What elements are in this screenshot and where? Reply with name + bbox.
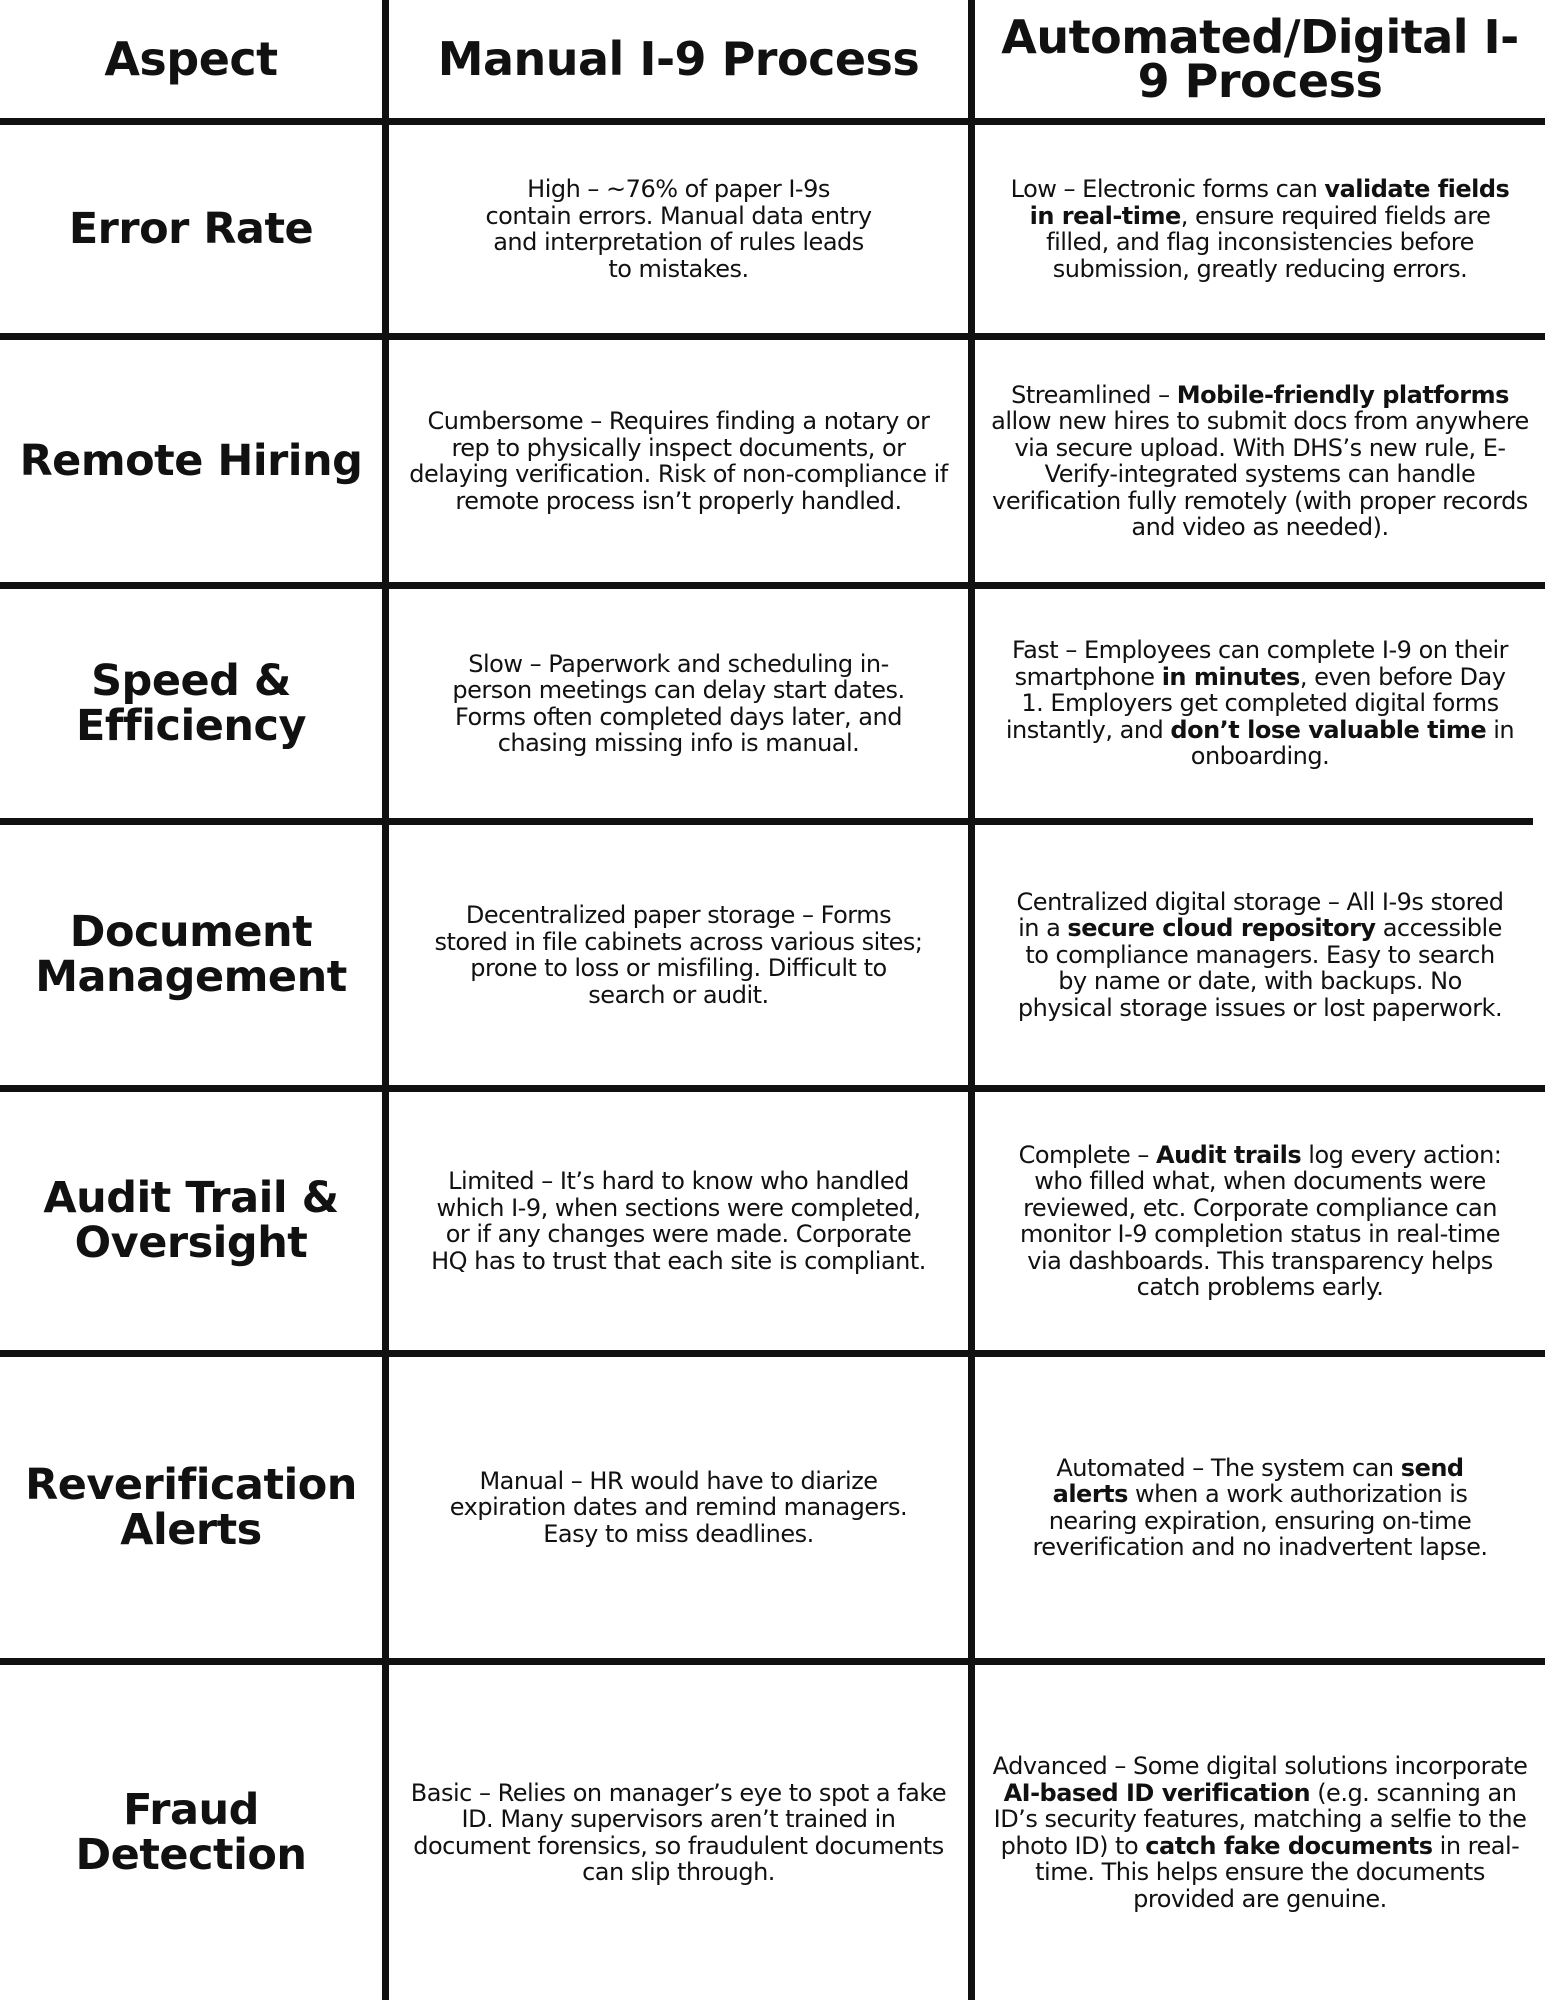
- aspect-label: Reverification Alerts: [25, 1459, 357, 1555]
- cell-text: [1005, 176, 1515, 282]
- text-run: (e.g. scanning an ID’s security features, matching a selfie to the photo ID) to: [993, 1778, 1527, 1860]
- bold-text: validate fields in real-time: [1029, 175, 1510, 230]
- row-divider: [0, 118, 1545, 125]
- aspect-label: Document Management: [35, 907, 347, 1002]
- header-automated-label: Automated/Digital I-9 Process: [1001, 10, 1519, 108]
- header-aspect: [0, 0, 382, 118]
- text-run: Slow – Paperwork and scheduling in-person meetings can delay start dates. Forms often completed days later, and chasing missing info is manual.: [452, 649, 905, 757]
- text-run: , ensure required fields are filled, and flag inconsistencies before submission, greatly reducing errors.: [1046, 201, 1491, 283]
- table-row-aspect: [0, 340, 382, 582]
- manual-cell: [389, 825, 968, 1085]
- text-run: Low – Electronic forms can: [1010, 175, 1325, 203]
- text-run: in onboarding.: [1190, 715, 1515, 771]
- bold-text: Mobile-friendly platforms: [1176, 380, 1509, 409]
- manual-cell: [389, 1357, 968, 1658]
- cell-text: [429, 1168, 928, 1274]
- table-row-aspect: [0, 1665, 382, 2000]
- aspect-label: Audit Trail & Oversight: [43, 1173, 339, 1268]
- cell-text: [1000, 1142, 1520, 1301]
- manual-cell: [389, 589, 968, 818]
- cell-text: [449, 1468, 908, 1548]
- cell-text: [409, 1780, 948, 1886]
- row-divider: [0, 1350, 1545, 1357]
- text-run: Cumbersome – Requires finding a notary or rep to physically inspect documents, or delaying verification. Risk of non-compliance if remote process isn’t properly handled.: [409, 407, 948, 515]
- aspect-label: Speed & Efficiency: [75, 655, 307, 751]
- table-row-aspect: [0, 825, 382, 1085]
- manual-cell: [389, 1092, 968, 1350]
- cell-text: [1020, 1455, 1500, 1561]
- column-divider: [382, 0, 389, 2000]
- header-manual: [389, 0, 968, 118]
- header-automated: [975, 0, 1545, 118]
- text-run: Fast – Employees can complete I-9 on their smartphone: [1011, 636, 1509, 691]
- cell-text: [434, 902, 923, 1008]
- bold-text: Audit trails: [1156, 1140, 1302, 1169]
- text-run: , even before Day 1. Employers get completed digital forms instantly, and: [1005, 662, 1506, 744]
- aspect-label: Error Rate: [68, 203, 314, 254]
- manual-cell: [389, 125, 968, 333]
- text-run: Complete –: [1018, 1140, 1157, 1169]
- bold-text: secure cloud repository: [1067, 914, 1376, 943]
- cell-text: [484, 176, 873, 282]
- row-divider: [0, 582, 1545, 589]
- aspect-label: Remote Hiring: [19, 435, 363, 486]
- bold-text: AI-based ID verification: [1003, 1778, 1311, 1807]
- text-run: Manual – HR would have to diarize expiration dates and remind managers. Easy to miss deadlines.: [449, 1466, 908, 1548]
- text-run: allow new hires to submit docs from anywhere via secure upload. With DHS’s new rule, E-Verify-integrated systems can handle verification fully remotely (with proper records and video as needed).: [991, 407, 1529, 541]
- manual-cell: [389, 340, 968, 582]
- text-run: Streamlined –: [1011, 380, 1177, 409]
- bold-text: don’t lose valuable time: [1170, 715, 1487, 744]
- row-divider: [0, 818, 1533, 825]
- cell-text: [985, 382, 1535, 541]
- cell-text: [449, 651, 908, 757]
- row-divider: [0, 333, 1545, 340]
- manual-cell: [389, 1665, 968, 2000]
- header-aspect-label: Aspect: [104, 32, 278, 86]
- aspect-label: Fraud Detection: [75, 1784, 307, 1880]
- text-run: Advanced – Some digital solutions incorporate: [992, 1752, 1528, 1780]
- text-run: in real-time. This helps ensure the documents provided are genuine.: [1035, 1831, 1520, 1913]
- automated-cell: [975, 340, 1545, 582]
- automated-cell: [975, 825, 1545, 1085]
- automated-cell: [975, 1357, 1545, 1658]
- bold-text: send alerts: [1052, 1453, 1464, 1508]
- cell-text: [1005, 637, 1515, 770]
- text-run: Automated – The system can: [1056, 1453, 1401, 1482]
- table-row-aspect: [0, 1357, 382, 1658]
- automated-cell: [975, 1665, 1545, 2000]
- bold-text: in minutes: [1161, 662, 1300, 691]
- header-manual-label: Manual I-9 Process: [437, 32, 920, 86]
- text-run: Limited – It’s hard to know who handled which I-9, when sections were completed, or if any changes were made. Corporate HQ has to trust that each site is compliant.: [431, 1167, 926, 1275]
- automated-cell: [975, 589, 1545, 818]
- row-divider: [0, 1658, 1545, 1665]
- bold-text: catch fake documents: [1145, 1831, 1433, 1860]
- column-divider: [968, 0, 975, 2000]
- automated-cell: [975, 1092, 1545, 1350]
- text-run: Decentralized paper storage – Forms stored in file cabinets across various sites; prone to loss or misfiling. Difficult to search or audit.: [434, 901, 923, 1009]
- text-run: High – ~76% of paper I-9s contain errors. Manual data entry and interpretation of rules leads to mistakes.: [485, 175, 872, 283]
- text-run: Centralized digital storage – All I-9s stored in a: [1016, 887, 1504, 943]
- row-divider: [0, 1085, 1545, 1092]
- text-run: when a work authorization is nearing expiration, ensuring on-time reverification and no inadvertent lapse.: [1032, 1480, 1488, 1561]
- automated-cell: [975, 125, 1545, 333]
- cell-text: [990, 1753, 1530, 1912]
- text-run: log every action: who filled what, when documents were reviewed, etc. Corporate compliance can monitor I-9 completion status in real-time via dashboards. This transparency helps catch problems early.: [1020, 1140, 1502, 1301]
- text-run: accessible to compliance managers. Easy to search by name or date, with backups. No physical storage issues or lost paperwork.: [1017, 914, 1503, 1022]
- table-row-aspect: [0, 125, 382, 333]
- table-row-aspect: [0, 1092, 382, 1350]
- cell-text: [1015, 889, 1505, 1022]
- text-run: Basic – Relies on manager’s eye to spot a fake ID. Many supervisors aren’t trained in document forensics, so fraudulent documents can slip through.: [410, 1778, 947, 1886]
- cell-text: [409, 408, 948, 514]
- table-row-aspect: [0, 589, 382, 818]
